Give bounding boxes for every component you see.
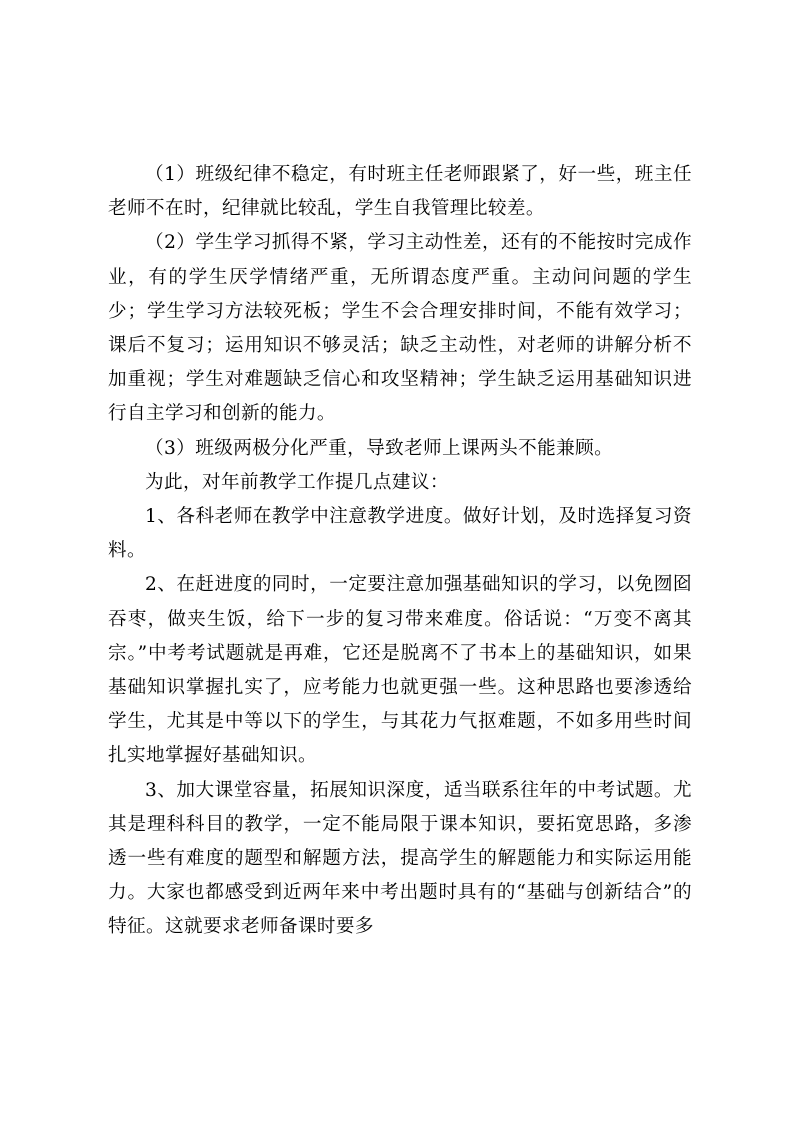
- paragraph-suggestions-intro: 为此，对年前教学工作提几点建议：: [145, 471, 449, 493]
- paragraph-study-attitude: （2）学生学习抓得不紧，学习主动性差，还有的不能按时完成作业，有的学生厌学情绪严重，无所谓态度严重。主动问问题的学生少；学生学习方法较死板；学生不会合理安排时间，不能有效学习；课后不复习；运用知识不够灵活；缺乏主动性，对老师的讲解分析不加重视；学生对难题缺乏信心和攻坚精神；学生缺乏运用基础知识进行自主学习和创新的能力。: [108, 232, 692, 425]
- paragraph-suggestion-1: 1、各科老师在教学中注意教学进度。做好计划，及时选择复习资料。: [108, 506, 692, 562]
- paragraph-class-discipline: （1）班级纪律不稳定，有时班主任老师跟紧了，好一些，班主任老师不在时，纪律就比较乱，学生自我管理比较差。: [108, 164, 692, 220]
- paragraph-suggestion-2: 2、在赶进度的同时，一定要注意加强基础知识的学习，以免囫囵吞枣，做夹生饭，给下一步的复习带来难度。俗话说：“万变不离其宗。”中考考试题就是再难，它还是脱离不了书本上的基础知识，如果基础知识掌握扎实了，应考能力也就更强一些。这种思路也要渗透给学生，尤其是中等以下的学生，与其花力气抠难题，不如多用些时间扎实地掌握好基础知识。: [108, 574, 692, 767]
- document-body: [108, 158, 692, 945]
- paragraph-polarization: （3）班级两极分化严重，导致老师上课两头不能兼顾。: [145, 437, 614, 459]
- paragraph-suggestion-3: 3、加大课堂容量，拓展知识深度，适当联系往年的中考试题。尤其是理科科目的教学，一定不能局限于课本知识，要拓宽思路，多渗透一些有难度的题型和解题方法，提高学生的解题能力和实际运用能力。大家也都感受到近两年来中考出题时具有的“基础与创新结合”的特征。这就要求老师备课时要多: [108, 779, 692, 938]
